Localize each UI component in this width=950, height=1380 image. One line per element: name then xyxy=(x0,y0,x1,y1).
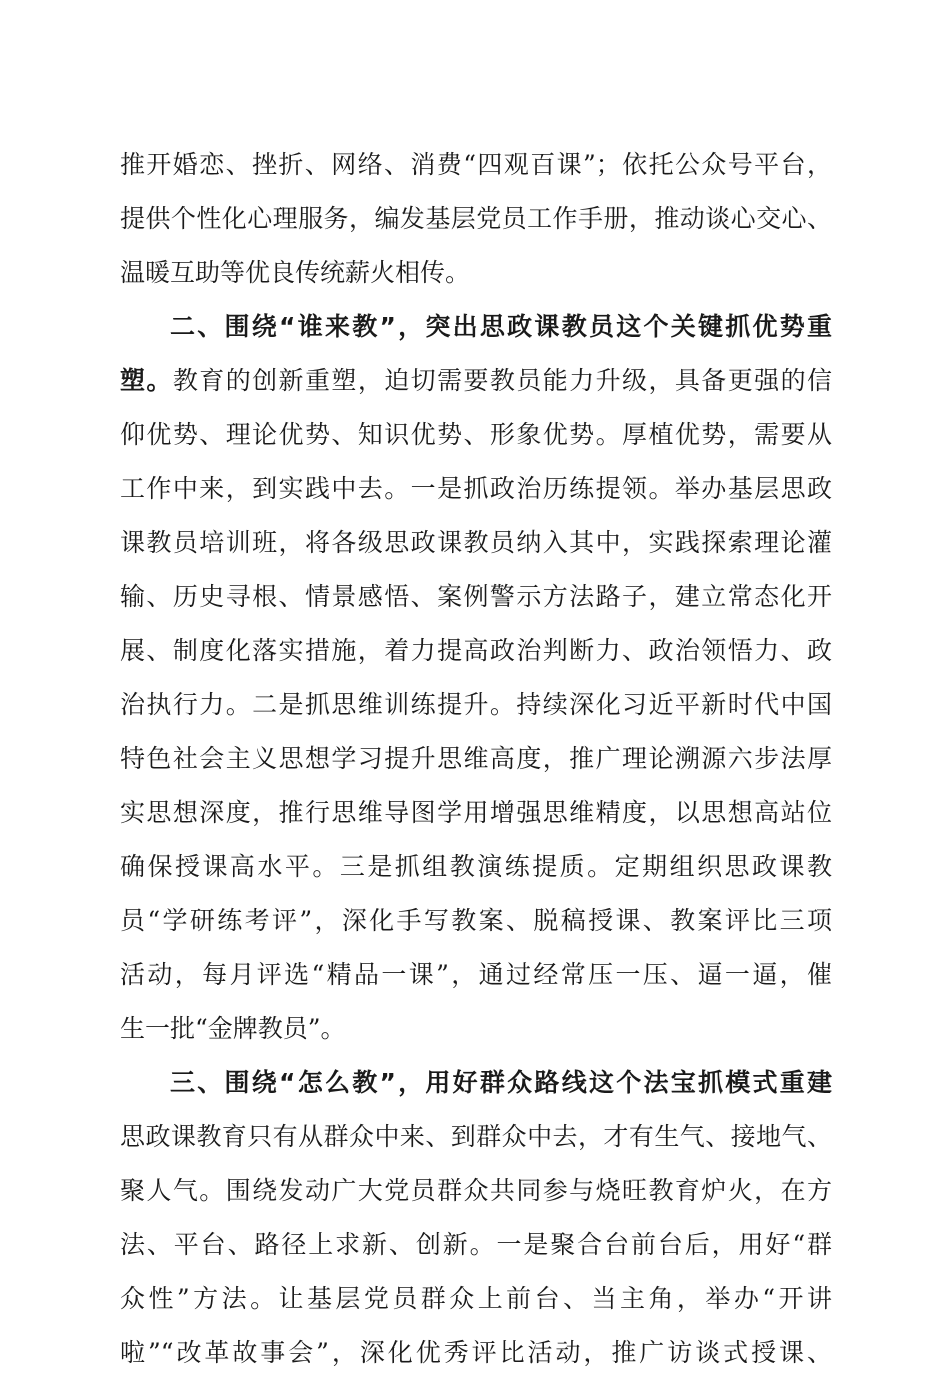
text-line xyxy=(120,1164,832,1218)
text-line xyxy=(120,732,832,786)
line-text: 仰优势、理论优势、知识优势、形象优势。厚植优势，需要从 xyxy=(120,420,832,449)
text-line xyxy=(120,1272,832,1326)
body-text xyxy=(120,138,832,1380)
text-line xyxy=(120,138,832,192)
text-line xyxy=(120,786,832,840)
text-line xyxy=(120,840,832,894)
line-text: 特色社会主义思想学习提升思维高度，推广理论溯源六步法厚 xyxy=(120,744,832,773)
line-text: 实思想深度，推行思维导图学用增强思维精度，以思想高站位 xyxy=(120,798,832,827)
text-line xyxy=(120,948,832,1002)
text-line xyxy=(120,462,832,516)
line-text: 员“学研练考评”，深化手写教案、脱稿授课、教案评比三项 xyxy=(120,906,832,935)
line-text: 治执行力。二是抓思维训练提升。持续深化习近平新时代中国 xyxy=(120,690,832,719)
line-text: 提供个性化心理服务，编发基层党员工作手册，推动谈心交心、 xyxy=(120,204,832,233)
line-text: 啦”“改革故事会”，深化优秀评比活动，推广访谈式授课、 xyxy=(120,1338,832,1367)
line-text: 法、平台、路径上求新、创新。一是聚合台前台后，用好“群 xyxy=(120,1230,832,1259)
text-line xyxy=(120,624,832,678)
text-line xyxy=(120,570,832,624)
line-text: 课教员培训班，将各级思政课教员纳入其中，实践探索理论灌 xyxy=(120,528,832,557)
section-heading-2 xyxy=(120,300,832,354)
line-text: 思政课教育只有从群众中来、到群众中去，才有生气、接地气、 xyxy=(120,1122,832,1151)
text-line xyxy=(120,1218,832,1272)
line-text: 工作中来，到实践中去。一是抓政治历练提领。举办基层思政 xyxy=(120,474,832,503)
text-line xyxy=(120,894,832,948)
text-line xyxy=(120,246,832,300)
line-text: 教育的创新重塑，迫切需要教员能力升级，具备更强的信 xyxy=(172,366,832,395)
text-line xyxy=(120,408,832,462)
text-line xyxy=(120,1002,832,1056)
heading-text-end: 塑。 xyxy=(120,366,173,395)
line-text: 输、历史寻根、情景感悟、案例警示方法路子，建立常态化开 xyxy=(120,582,832,611)
text-line xyxy=(120,1326,832,1380)
line-text: 众性”方法。让基层党员群众上前台、当主角，举办“开讲 xyxy=(120,1284,832,1313)
line-text: 聚人气。围绕发动广大党员群众共同参与烧旺教育炉火，在方 xyxy=(120,1176,832,1205)
text-line xyxy=(120,192,832,246)
section-heading-3 xyxy=(120,1056,832,1110)
line-text: 推开婚恋、挫折、网络、消费“四观百课”；依托公众号平台， xyxy=(120,150,832,179)
heading-text: 三、围绕“怎么教”，用好群众路线这个法宝抓模式重建 xyxy=(170,1068,832,1097)
heading-text: 二、围绕“谁来教”，突出思政课教员这个关键抓优势重 xyxy=(170,312,832,341)
line-text: 展、制度化落实措施，着力提高政治判断力、政治领悟力、政 xyxy=(120,636,832,665)
line-text: 确保授课高水平。三是抓组教演练提质。定期组织思政课教 xyxy=(120,852,832,881)
line-text: 活动，每月评选“精品一课”，通过经常压一压、逼一逼，催 xyxy=(120,960,832,989)
text-line xyxy=(120,678,832,732)
text-line xyxy=(120,516,832,570)
line-text: 生一批“金牌教员”。 xyxy=(120,1014,346,1043)
line-text: 温暖互助等优良传统薪火相传。 xyxy=(120,258,471,287)
text-line xyxy=(120,1110,832,1164)
text-line xyxy=(120,354,832,408)
